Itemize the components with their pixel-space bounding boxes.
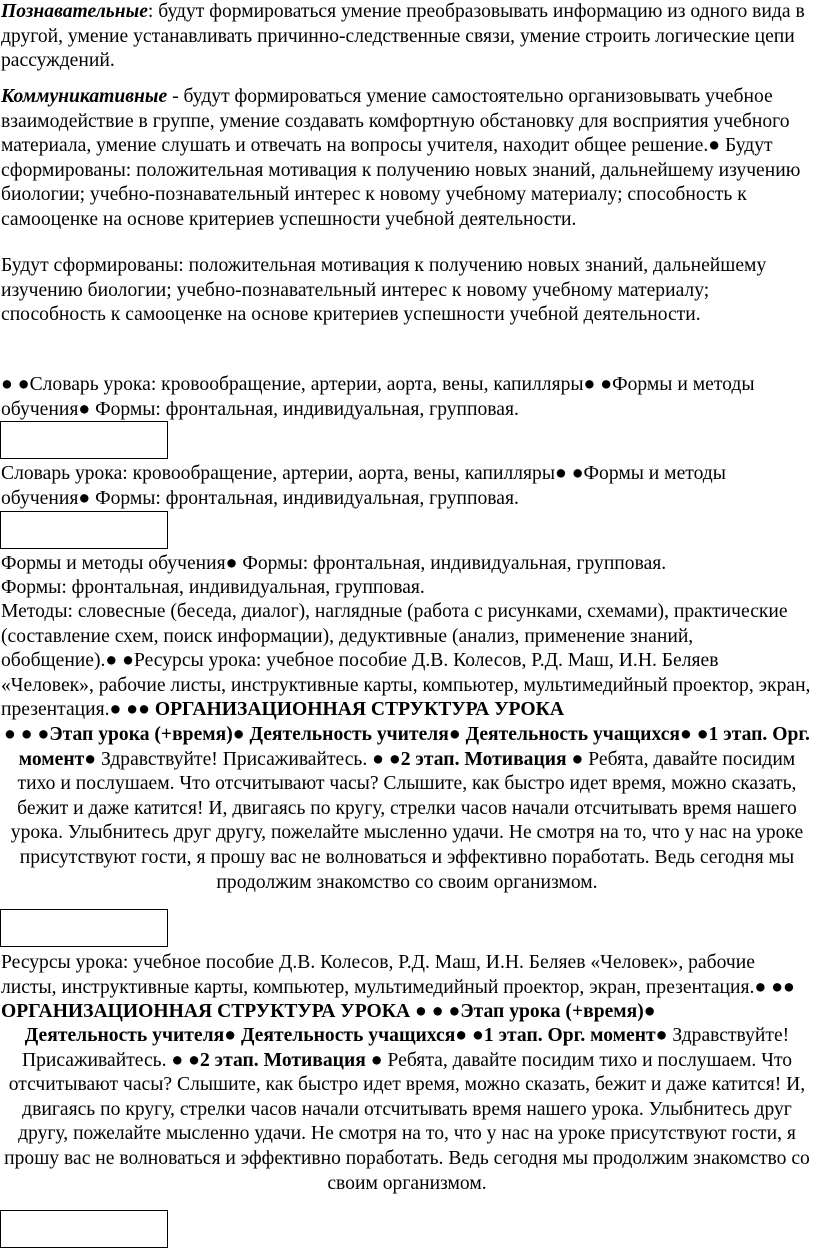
stage-column-header: Этап урока (+время)● <box>49 724 245 745</box>
teacher-speech: Ребята, давайте посидим тихо и послушаем. Что отсчитывают часы? Слышите, как быстро идет время, можно сказать, бежит и даже катится! И, двигаясь по кругу, стрелки часов начали отсчитывать время нашего урока. Улыбнитесь друг другу, пожелайте мысленно удачи. Не смотря на то, что у нас на уроке присутствуют гости, я прошу вас не волноваться и эффективно поработать. Ведь сегодня мы продолжим знакомство со своим организмом. <box>10 748 804 893</box>
vocabulary-paragraph-2: Словарь урока: кровообращение, артерии, аорта, вены, капилляры● ●Формы и методы обучения● Формы: фронтальная, индивидуальная, групповая. <box>1 463 726 509</box>
motivation-paragraph: Будут сформированы: положительная мотивация к получению новых знаний, дальнейшему изучению биологии; учебно-познавательный интерес к новому учебному материалу; способность к самооценке на основе критериев успешности учебной деятельности. <box>1 255 767 326</box>
communicative-text: - будут формироваться умение самостоятельно организовывать учебное взаимодействие в группе, умение создавать комфортную обстановку для восприятия учебного материала, умение слушать и отвечать на вопросы учителя, находит общее решение.● Будут сформированы: положительная мотивация к получению новых знаний, дальнейшему изучению биологии; учебно-познавательный интерес к новому учебному материалу; способность к самооценке на основе критериев успешности учебной деятельности. <box>1 86 801 230</box>
stage1-label: 1 этап. Орг. момент● <box>18 724 810 770</box>
forms-paragraph: Формы: фронтальная, индивидуальная, групповая. <box>1 577 425 598</box>
teacher-column-header-2: Деятельность учителя● <box>24 1025 237 1046</box>
stage1-bullets-2: ● <box>467 1025 484 1046</box>
structure-bullets-2: ●● <box>771 976 795 998</box>
structure-bullets: ●● <box>126 699 155 721</box>
structure-title: ОРГАНИЗАЦИОННАЯ СТРУКТУРА УРОКА <box>154 699 564 721</box>
structure-header-line <box>1 723 813 895</box>
cognitive-paragraph <box>1 0 813 74</box>
greeting-text: Здравствуйте! Присаживайтесь. ● ● <box>96 748 401 770</box>
teacher-column-header: Деятельность учителя● <box>244 724 461 745</box>
stage2-label-2: 2 этап. Мотивация ● <box>199 1049 383 1071</box>
vocabulary-paragraph-1: ● ●Словарь урока: кровообращение, артерии, аорта, вены, капилляры● ●Формы и методы обучения● Формы: фронтальная, индивидуальная, групповая. <box>1 374 755 420</box>
empty-frame-2 <box>0 511 168 549</box>
cognitive-label: Познавательные <box>1 1 148 22</box>
stage1-label-2: 1 этап. Орг. момент● <box>483 1025 668 1046</box>
pre-stage-bullets-2: ● ● ● <box>410 1001 461 1023</box>
students-column-header: Деятельность учащихся● <box>460 724 692 745</box>
stage2-label: 2 этап. Мотивация ● <box>400 748 584 770</box>
structure-title-2: ОРГАНИЗАЦИОННАЯ СТРУКТУРА УРОКА <box>1 1001 411 1023</box>
stage1-bullets: ● <box>691 724 709 745</box>
communicative-paragraph <box>1 85 813 233</box>
resources-paragraph <box>1 951 813 1025</box>
cognitive-text: : будут формироваться умение преобразовывать информацию из одного вида в другой, умение устанавливать причинно-следственные связи, умение строить логические цепи рассуждений. <box>1 1 805 72</box>
methods-text: Методы: словесные (беседа, диалог), наглядные (работа с рисунками, схемами), практические (составление схем, поиск информации), дедуктивные (анализ, применение знаний, обобщение).● ●Ресурсы урока: учебное пособие Д.В. Колесов, Р.Д. Маш, И.Н. Беляев «Человек», рабочие листы, инструктивные карты, компьютер, мультимедийный проектор, экран, презентация.● <box>1 601 811 721</box>
structure-header-line-2 <box>1 1024 813 1196</box>
pre-stage-bullets: ● ● ● <box>4 724 50 745</box>
resources-text: Ресурсы урока: учебное пособие Д.В. Колесов, Р.Д. Маш, И.Н. Беляев «Человек», рабочие листы, инструктивные карты, компьютер, мультимедийный проектор, экран, презентация.● <box>1 952 772 998</box>
empty-frame-4 <box>0 1210 168 1248</box>
methods-paragraph <box>1 600 813 723</box>
stage-column-header-2: Этап урока (+время)● <box>460 1001 656 1023</box>
forms-methods-paragraph: Формы и методы обучения● Формы: фронтальная, индивидуальная, групповая. <box>1 553 667 574</box>
teacher-speech-2: Ребята, давайте посидим тихо и послушаем. Что отсчитывают часы? Слышите, как быстро идет время, можно сказать, бежит и даже катится! И, двигаясь по кругу, стрелки часов начали отсчитывать время нашего урока. Улыбнитесь друг другу, пожелайте мысленно удачи. Не смотря на то, что у нас на уроке присутствуют гости, я прошу вас не волноваться и эффективно поработать. Ведь сегодня мы продолжим знакомство со своим организмом. <box>4 1049 810 1194</box>
students-column-header-2: Деятельность учащихся● <box>236 1025 468 1046</box>
empty-frame-3 <box>0 909 168 947</box>
communicative-label: Коммуникативные <box>1 86 168 107</box>
empty-frame-1 <box>0 421 168 459</box>
greeting-text-2: Здравствуйте! Присаживайтесь. ● ● <box>21 1025 790 1071</box>
